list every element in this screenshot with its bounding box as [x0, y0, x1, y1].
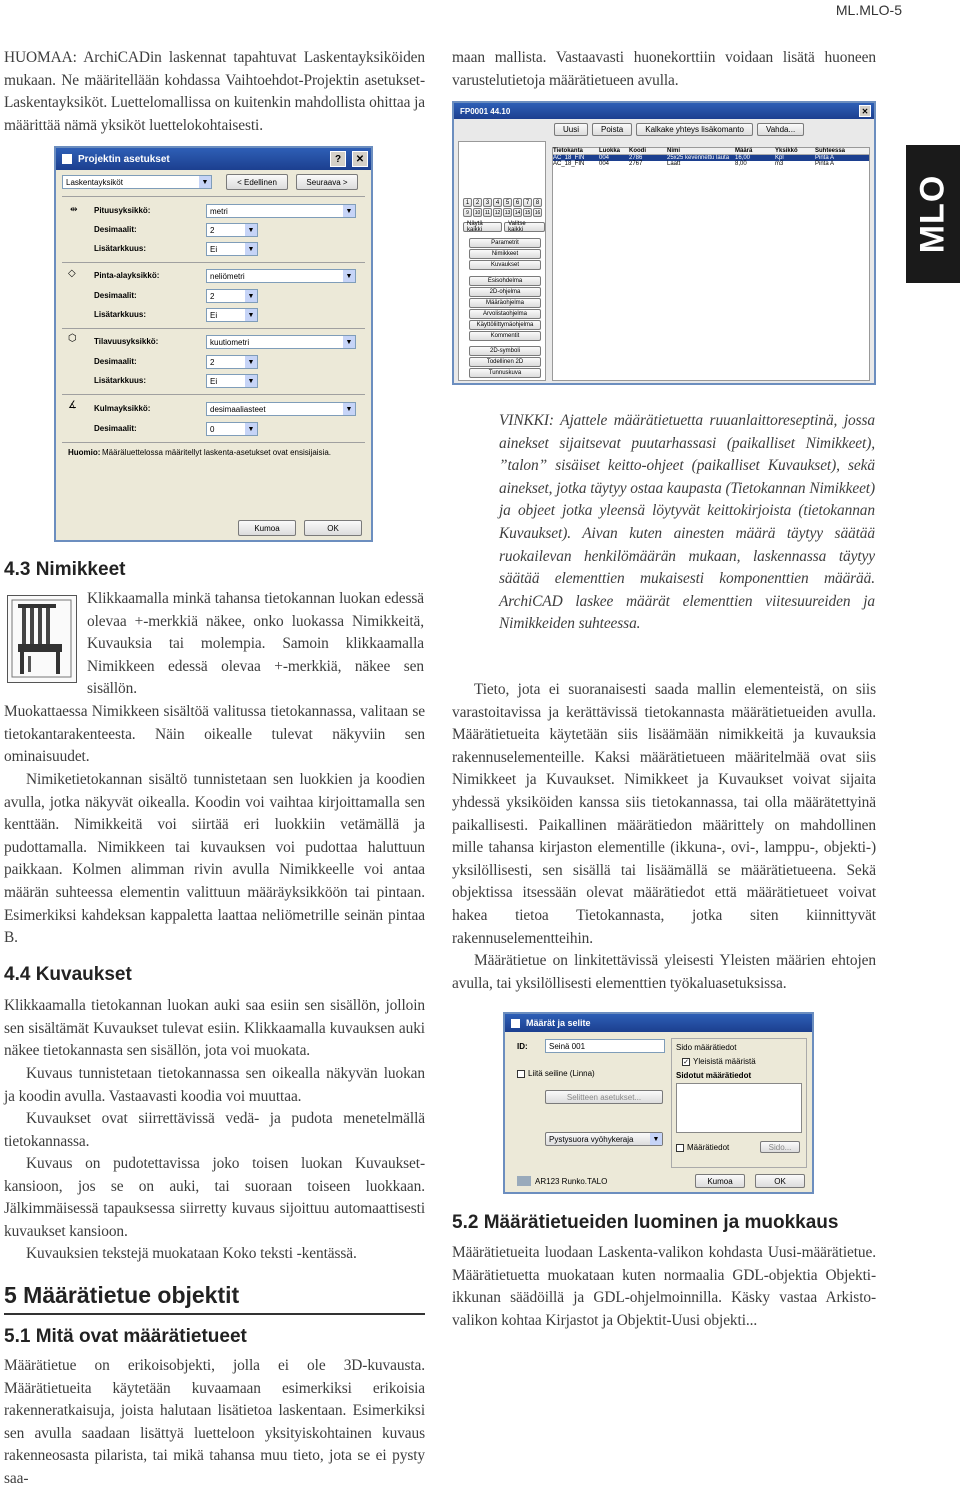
volume-decimals-label: Desimaalit:: [94, 357, 137, 366]
length-unit-select[interactable]: metri ▼: [206, 204, 356, 218]
project-settings-dialog: [54, 146, 373, 542]
section-5-heading: 5 Määrätietue objektit: [4, 1282, 240, 1308]
numpad-button[interactable]: 7: [523, 198, 532, 207]
numpad-button[interactable]: 6: [513, 198, 522, 207]
section-4-4-p4: Kuvaus on pudotettavissa joko toisen luokan Kuvaukset-kansioon, jos se on auki, tai suoraan toiseen luokkaan. Jälkimmäisessä tapauksessa siirretty kuvaus sijoittuu automaattisesti kuvaukset kansioon.: [4, 1155, 425, 1240]
chair-object-icon: [7, 595, 77, 683]
left-pane: [458, 141, 546, 381]
column-header[interactable]: Nimi: [667, 148, 681, 154]
help-icon[interactable]: ?: [330, 151, 346, 167]
chevron-down-icon: ▼: [343, 205, 355, 217]
section-4-3-p2: Muokattaessa Nimikkeen sisältöä valitussa tietokannassa, valitaan se tietokantarakenteesta. Näin oikealle tulevat näkyviin sen ominaisuudet.: [4, 703, 425, 766]
section-4-4-heading: 4.4 Kuvaukset: [4, 964, 132, 985]
length-unit-label: Pituusyksikkö:: [94, 206, 151, 215]
settings-category-select[interactable]: Laskentayksiköt ▼: [62, 175, 212, 189]
numpad-button[interactable]: 14: [514, 209, 521, 216]
volume-icon: ⬡: [68, 333, 77, 344]
numpad-button[interactable]: 3: [483, 198, 492, 207]
object-settings-window: [452, 101, 876, 385]
length-decimals-label: Desimaalit:: [94, 225, 137, 234]
ui-script-button[interactable]: Käyttöliittymäohjelma: [469, 320, 541, 330]
continuation-paragraph: maan mallista. Vastaavasti huonekorttiin voidaan lisätä huoneen varustelutietoja määrätietueen avulla.: [452, 49, 876, 89]
section-4-3-p1: Klikkaamalla minkä tahansa tietokannan luokan edessä olevaa +-merkkiä näkee, onko luokassa Nimikkeitä, Kuvauksia tai molempia. Samoin klikkaamalla Nimikkeen edessä olevaa +-merkkiä, näkee sen sisällön.: [87, 590, 424, 698]
numpad-button[interactable]: 5: [503, 198, 512, 207]
section-5-1-heading: 5.1 Mitä ovat määrätietueet: [4, 1326, 247, 1347]
chevron-down-icon: ▼: [245, 224, 257, 236]
section-4-4-p1: Klikkaamalla tietokannan luokan auki saa esiin sen sisällön, jolloin sen sisältämät Kuvaukset tulevat esiin. Klikkaamalla kuvauksen auki näkee tietokannasta sen sisällön, jota voi muokata.: [4, 997, 425, 1060]
chevron-down-icon: ▼: [199, 176, 211, 188]
column-header[interactable]: Yksikkö: [775, 148, 798, 154]
numpad-button[interactable]: 12: [494, 209, 501, 216]
angle-icon: ∡: [68, 400, 77, 411]
checkmark-icon[interactable]: ✓: [683, 1058, 689, 1066]
quantity-label: Määrätiedot: [687, 1143, 730, 1152]
numpad-button[interactable]: 10: [474, 209, 481, 216]
numpad-button[interactable]: 15: [524, 209, 531, 216]
new-button[interactable]: Uusi: [554, 123, 588, 136]
chevron-down-icon: ▼: [245, 375, 257, 387]
bind-label: Sido määrätiedot: [676, 1043, 737, 1052]
volume-decimals-select[interactable]: 2 ▼: [206, 355, 258, 369]
next-button[interactable]: Seuraava >: [296, 174, 358, 190]
numpad-button[interactable]: 8: [533, 198, 542, 207]
numpad-button[interactable]: 11: [484, 209, 491, 216]
angle-unit-label: Kulmayksikkö:: [94, 404, 151, 413]
ok-button[interactable]: OK: [755, 1174, 805, 1188]
numpad-button[interactable]: 4: [493, 198, 502, 207]
items-button[interactable]: Nimikkeet: [469, 249, 541, 259]
select-all-button[interactable]: Valitse kaikki: [504, 222, 545, 232]
select-buttons: [463, 222, 545, 232]
cancel-button[interactable]: Kumoa: [238, 520, 296, 536]
swap-button[interactable]: Vahda...: [757, 123, 804, 136]
status-row: [517, 1176, 607, 1186]
app-icon: [62, 154, 72, 164]
true-2d-button[interactable]: Todellinen 2D: [469, 357, 541, 367]
chevron-down-icon: ▼: [245, 423, 257, 435]
chevron-down-icon: ▼: [343, 270, 355, 282]
numpad-button[interactable]: 13: [504, 209, 511, 216]
parameters-button[interactable]: Parametrit: [469, 238, 541, 248]
comments-button[interactable]: Kommentit: [469, 331, 541, 341]
area-extra-label: Lisätarkkuus:: [94, 310, 147, 319]
volume-extra-label: Lisätarkkuus:: [94, 376, 147, 385]
right-paragraph-1: Tieto, jota ei suoranaisesti saada mallin elementeistä, on siis varastoitavissa ja kerättävissä tietokannasta määrätietueiden avulla. Määrätietueita käytetään siis lisäämään nimikkeitä ja kuvauksia rakennuselementeille. Kaksi määrätietueen määritelmää ovat siis Nimikkeet ja Kuvaukset. Nimikkeet ja Kuvaukset voivat sijaita yhdessä yksiköiden kanssa siis tietokannassa, tai olla määrätettyinä paikallisesti. Paikallinen määrätiedon määrittely on mahdollinen mille tahansa kirjaston elementille (ikkuna-, ovi-, lamppu-, objekti-) yksilöllisesti, sen sisällä tai lisäämällä se määrätietueena. Sekä objektissa itsessään olevat määrätiedot että määrätietueet voivat hakea tietoa Tietokannasta, jotka siten kiinnittyvät rakennuselementteihin.: [452, 681, 876, 947]
property-script-button[interactable]: Määräohjelma: [469, 298, 541, 308]
column-header[interactable]: Määrä: [735, 148, 753, 154]
link-checkbox-row[interactable]: [517, 1069, 595, 1078]
right-paragraph-2: Määrätietue on linkitettävissä yleisesti Yleisten määrien ehtojen avulla, tai yksilöllisesti elementtien työkaluasetuksissa.: [452, 952, 876, 992]
section-5-2-p1: Määrätietueita luodaan Laskenta-valikon kohdasta Uusi-määrätietue. Määrätietuetta muokataan kuten normaalia GDL-objektia Objekti-ikkunan säädöillä ja GDL-ohjelmoinnilla. Käsky vastaa Arkisto-valikon kohtaa Kirjastot ja Objektit-Uusi objekti...: [452, 1244, 876, 1329]
column-header[interactable]: Luokka: [599, 148, 621, 154]
layer-icon: [517, 1176, 531, 1186]
chevron-down-icon: ▼: [343, 403, 355, 415]
numpad-button[interactable]: 1: [463, 198, 472, 207]
volume-unit-label: Tilavuusyksikkö:: [94, 337, 159, 346]
area-icon: ◇: [68, 268, 76, 279]
quantities-dialog: [503, 1012, 814, 1194]
note-text: Määräluettelossa määritellyt laskenta-asetukset ovat ensisijaisia.: [102, 448, 331, 457]
column-header[interactable]: Suhteessa: [815, 148, 846, 154]
link-button[interactable]: Kalkake yhteys lisäkomanto: [636, 123, 753, 136]
area-decimals-label: Desimaalit:: [94, 291, 137, 300]
app-icon: [511, 1019, 520, 1028]
chevron-down-icon: ▼: [650, 1133, 662, 1145]
numpad-button[interactable]: 9: [463, 208, 472, 217]
value-list-script-button[interactable]: Arvolistaohjelma: [469, 309, 541, 319]
column-header[interactable]: Koodi: [629, 148, 646, 154]
window-titlebar: [454, 103, 874, 119]
length-extra-label: Lisätarkkuus:: [94, 244, 147, 253]
table-header: [553, 148, 869, 155]
link-button[interactable]: Sido...: [760, 1141, 800, 1153]
delete-button[interactable]: Poista: [592, 123, 632, 136]
chevron-down-icon: ▼: [245, 356, 257, 368]
page-code: ML.MLO-5: [835, 2, 902, 18]
2d-script-button[interactable]: 2D-ohjelma: [469, 287, 541, 297]
chevron-down-icon: ▼: [343, 336, 355, 348]
status-label: AR123 Runko.TALO: [535, 1176, 608, 1186]
link-label: Liitä seiline (Linna): [528, 1069, 595, 1078]
show-all-button[interactable]: Näytä kaikki: [463, 222, 502, 232]
id-label: ID:: [517, 1042, 528, 1051]
angle-decimals-label: Desimaalit:: [94, 424, 137, 433]
side-tab-label: MLO: [913, 174, 952, 254]
table-row[interactable]: AC_18_FIN 004 2767 Laatt 8,00 m3 Pinta A: [553, 161, 835, 167]
area-unit-select[interactable]: neliömetri ▼: [206, 269, 356, 283]
chevron-down-icon: ▼: [245, 309, 257, 321]
2d-symbol-button[interactable]: 2D-symboli: [469, 346, 541, 356]
dialog-title: Projektin asetukset: [78, 153, 170, 165]
items-table: [552, 147, 870, 381]
script-list: [469, 238, 541, 378]
chevron-down-icon: ▼: [245, 243, 257, 255]
table-row[interactable]: AC_18_FIN 004 2786 25x25 kevennettu lauta 16,00 Kpl Pinta A: [553, 155, 869, 161]
id-input[interactable]: Seinä 001: [545, 1039, 665, 1053]
linked-panel: [671, 1038, 807, 1168]
angle-unit-select[interactable]: desimaaliasteet ▼: [206, 402, 356, 416]
checkbox[interactable]: [517, 1070, 525, 1078]
section-4-4-p5: Kuvauksien tekstejä muokataan Koko teksti -kentässä.: [26, 1245, 357, 1262]
ok-button[interactable]: OK: [304, 520, 362, 536]
master-script-button[interactable]: Esisohdelma: [469, 276, 541, 286]
toolbar: [554, 123, 804, 136]
chevron-down-icon: ▼: [245, 290, 257, 302]
volume-unit-select[interactable]: kuutiometri ▼: [206, 335, 356, 349]
numpad: [463, 198, 543, 217]
linked-label: Sidotut määrätiedot: [676, 1071, 752, 1080]
dialog-title: Määrät ja selite: [526, 1018, 591, 1028]
area-unit-label: Pinta-alayksikkö:: [94, 271, 160, 280]
section-4-3-heading: 4.3 Nimikkeet: [4, 559, 126, 580]
section-4-4-p3: Kuvaukset ovat siirrettävissä vedä- ja pudota menetelmällä tietokannassa.: [4, 1110, 425, 1150]
section-4-4-p2: Kuvaus tunnistetaan tietokannassa sen oikealla näkyvän luokan ja koodin avulla. Vastaavasti koodia voi muuttaa.: [4, 1065, 425, 1105]
area-decimals-select[interactable]: 2 ▼: [206, 289, 258, 303]
general-checkbox-row[interactable]: [682, 1057, 756, 1066]
legend-settings-button[interactable]: Selitteen asetukset...: [545, 1090, 663, 1104]
section-5-1-p1: Määrätietue on erikoisobjekti, jolla ei ole 3D-kuvausta. Määrätietueita käytetään kuvaamaan esimerkiksi erikoisia rakenneratkaisuja, joista halutaan lisätietoa laskentaan. Esimerkiksi sen avulla saadaan lisättyä luetteloon yksityiskohtainen kuvaus rakenneosasta pilarista, tai mikä tahansa muu tieto, jota se ei pysty saa-: [4, 1357, 425, 1487]
section-5-2-heading: 5.2 Määrätietueiden luominen ja muokkaus: [452, 1212, 839, 1233]
quantity-checkbox-row[interactable]: [676, 1143, 729, 1152]
note-label: Huomio:: [68, 448, 101, 457]
close-icon[interactable]: ✕: [352, 151, 368, 167]
side-tab: [906, 145, 960, 283]
checkbox[interactable]: [676, 1144, 684, 1152]
length-extra-select[interactable]: Ei ▼: [206, 242, 258, 256]
volume-extra-select[interactable]: Ei ▼: [206, 374, 258, 388]
section-4-3-p3: Nimiketietokannan sisältö tunnistetaan sen luokkien ja koodien avulla, jotka näkyvät oikealla. Koodin voi vaihtaa kirjoittamalla sen kenttään. Nimikkeitä voi siirtää eri luokkiin vetämällä ja pudottamalla. Nimikkeen tai kuvauksen voi pudottaa haluttuun paikkaan. Kolmen alimman rivin avulla Nimikkeelle voi antaa määrän suhteessa elementin valittuun määräyksikköön tai pintaan. Esimerkiksi kahdeksan kappaletta laattaa neliömetrille seinän pintaa B.: [4, 771, 425, 947]
linked-list[interactable]: [676, 1083, 802, 1133]
angle-decimals-select[interactable]: 0 ▼: [206, 422, 258, 436]
area-extra-select[interactable]: Ei ▼: [206, 308, 258, 322]
column-header[interactable]: Tietokanta: [553, 148, 583, 154]
intro-paragraph: HUOMAA: ArchiCADin laskennat tapahtuvat Laskentayksiköiden mukaan. Ne määritellään kohdassa Vaihtoehdot-Projektin asetukset-Laskentayksiköt. Luettelomallissa on kuitenkin mahdollista ohittaa ja määrittää nämä yksiköt luettelokohtaisesti.: [4, 49, 425, 134]
descriptions-button[interactable]: Kuvaukset: [469, 260, 541, 270]
section-5-rule: [4, 1313, 425, 1315]
zone-select[interactable]: Pystysuora vyöhykeraja ▼: [545, 1132, 663, 1146]
length-icon: ⇹: [70, 204, 78, 214]
dialog-titlebar: [505, 1014, 812, 1032]
dialog-titlebar: [56, 148, 371, 170]
previous-button[interactable]: < Edellinen: [226, 174, 288, 190]
numpad-button[interactable]: 16: [534, 209, 541, 216]
preview-button[interactable]: Tunnuskuva: [469, 368, 541, 378]
length-decimals-select[interactable]: 2 ▼: [206, 223, 258, 237]
cancel-button[interactable]: Kumoa: [695, 1174, 745, 1188]
window-title: FP0001 44.10: [460, 106, 511, 116]
tip-paragraph: VINKKI: Ajattele määrätietuetta ruuanlaittoreseptinä, jossa ainekset sijaitsevat puutarhassasi (paikalliset Nimikkeet), ”talon” sisäiset keitto-ohjeet (paikalliset Kuvaukset), sekä ainekset, jotka täytyy ostaa kaupasta (Tietokannan Nimikkeet) ja objeet jotka yleensä löytyvät keittokirjoista (tietokannan Kuvaukset). Aivan kuten ainesten määrä täytyy säätää ruokailevan henkilömäärän mukaan, laskennassa täytyy säätää elementtien mukaisesti komponenttien määrää. ArchiCAD laskee määrät elementtien viitesuureiden ja Nimikkeiden suhteessa.: [499, 412, 875, 633]
general-label: Yleisistä määristä: [693, 1057, 756, 1066]
numpad-button[interactable]: 2: [473, 198, 482, 207]
close-icon[interactable]: ✕: [859, 105, 871, 117]
